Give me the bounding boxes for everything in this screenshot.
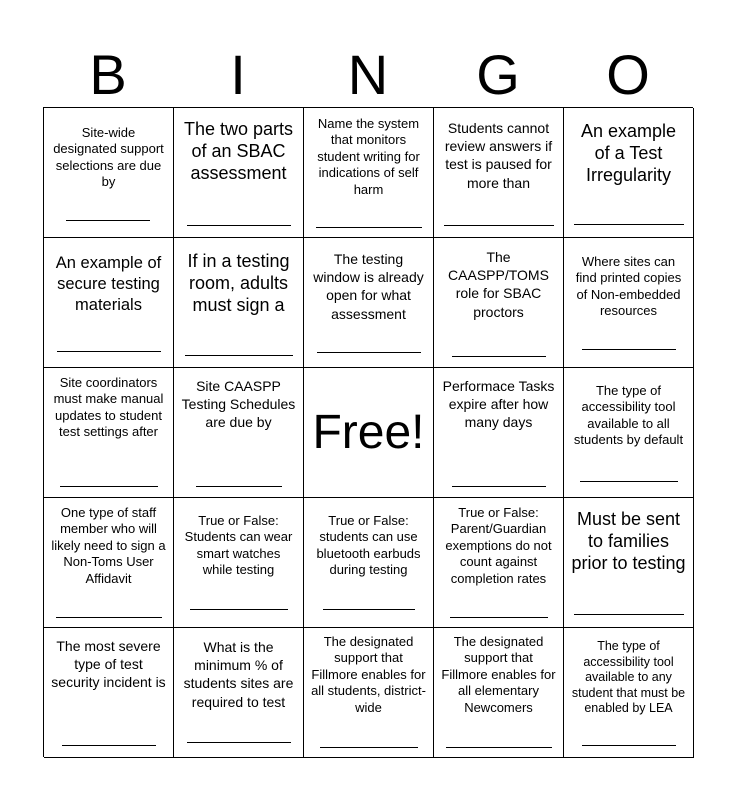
cell-prompt: Where sites can find printed copies of Non-embedded resources [575, 254, 682, 319]
cell-prompt: True or False: Students can wear smart watches while testing [184, 513, 293, 578]
bingo-cell [304, 368, 434, 498]
cell-prompt: The two parts of an SBAC assessment [183, 119, 294, 183]
bingo-cell [174, 238, 304, 368]
answer-blank [582, 745, 676, 746]
bingo-cell [44, 368, 174, 498]
answer-blank [185, 355, 293, 356]
cell-prompt: The designated support that Fillmore enables for all elementary Newcomers [441, 634, 556, 715]
bingo-header [43, 42, 693, 108]
header-letter-i: I [230, 43, 246, 106]
bingo-cell [434, 108, 564, 238]
cell-prompt: What is the minimum % of students sites are required to test [183, 639, 294, 710]
free-space: Free! [312, 406, 425, 459]
answer-blank [323, 609, 415, 610]
bingo-cell [564, 108, 694, 238]
answer-blank [452, 356, 546, 357]
answer-blank [316, 227, 422, 228]
answer-blank [317, 352, 421, 353]
cell-prompt: True or False: students can use bluetooth earbuds during testing [316, 513, 421, 578]
answer-blank [574, 224, 684, 225]
cell-prompt: True or False: Parent/Guardian exemptions do not count against completion rates [445, 505, 552, 586]
bingo-cell [564, 238, 694, 368]
bingo-cell [174, 368, 304, 498]
cell-prompt: The CAASPP/TOMS role for SBAC proctors [448, 249, 549, 320]
bingo-cell [434, 368, 564, 498]
cell-prompt: Name the system that monitors student writing for indications of self harm [317, 116, 420, 197]
bingo-cell [304, 628, 434, 758]
bingo-cell [434, 628, 564, 758]
cell-prompt: Performace Tasks expire after how many days [442, 378, 555, 431]
answer-blank [190, 609, 288, 610]
bingo-cell [44, 498, 174, 628]
answer-blank [187, 742, 291, 743]
header-letter-b: B [89, 43, 127, 106]
cell-prompt: If in a testing room, adults must sign a [187, 251, 290, 315]
bingo-cell [564, 628, 694, 758]
answer-blank [574, 614, 684, 615]
header-letter-o: O [606, 43, 650, 106]
cell-prompt: The testing window is already open for what assessment [313, 251, 424, 322]
cell-prompt: Site-wide designated support selections are due by [53, 125, 164, 190]
bingo-cell [304, 498, 434, 628]
bingo-cell [44, 628, 174, 758]
bingo-cell [44, 238, 174, 368]
cell-prompt: The most severe type of test security incident is [51, 638, 166, 691]
answer-blank [320, 747, 418, 748]
bingo-cell [304, 108, 434, 238]
bingo-cell [174, 498, 304, 628]
cell-prompt: The type of accessibility tool available to all students by default [573, 383, 684, 448]
cell-prompt: Must be sent to families prior to testing [571, 509, 686, 573]
header-letter-g: G [476, 43, 520, 106]
answer-blank [60, 486, 158, 487]
answer-blank [446, 747, 552, 748]
header-letter-n: N [347, 43, 389, 106]
answer-blank [450, 617, 548, 618]
bingo-cell [564, 498, 694, 628]
answer-blank [187, 225, 291, 226]
cell-prompt: The type of accessibility tool available to any student that must be enabled by LEA [571, 639, 686, 716]
answer-blank [56, 617, 162, 618]
answer-blank [582, 349, 676, 350]
answer-blank [57, 351, 161, 352]
answer-blank [452, 486, 546, 487]
answer-blank [66, 220, 150, 221]
bingo-cell [174, 108, 304, 238]
bingo-cell [564, 368, 694, 498]
cell-prompt: An example of secure testing materials [55, 254, 162, 314]
bingo-grid [43, 107, 693, 757]
answer-blank [444, 225, 554, 226]
cell-prompt: Site coordinators must make manual updates to student test settings after [53, 375, 164, 440]
cell-prompt: Site CAASPP Testing Schedules are due by [181, 378, 296, 431]
answer-blank [196, 486, 282, 487]
cell-prompt: An example of a Test Irregularity [580, 121, 677, 185]
cell-prompt: One type of staff member who will likely need to sign a Non-Toms User Affidavit [51, 505, 166, 586]
bingo-cell [434, 238, 564, 368]
bingo-cell [174, 628, 304, 758]
cell-prompt: The designated support that Fillmore enables for all students, district-wide [311, 634, 426, 715]
answer-blank [62, 745, 156, 746]
cell-prompt: Students cannot review answers if test is paused for more than [444, 120, 553, 191]
bingo-cell [304, 238, 434, 368]
bingo-cell [434, 498, 564, 628]
bingo-cell [44, 108, 174, 238]
answer-blank [580, 481, 678, 482]
